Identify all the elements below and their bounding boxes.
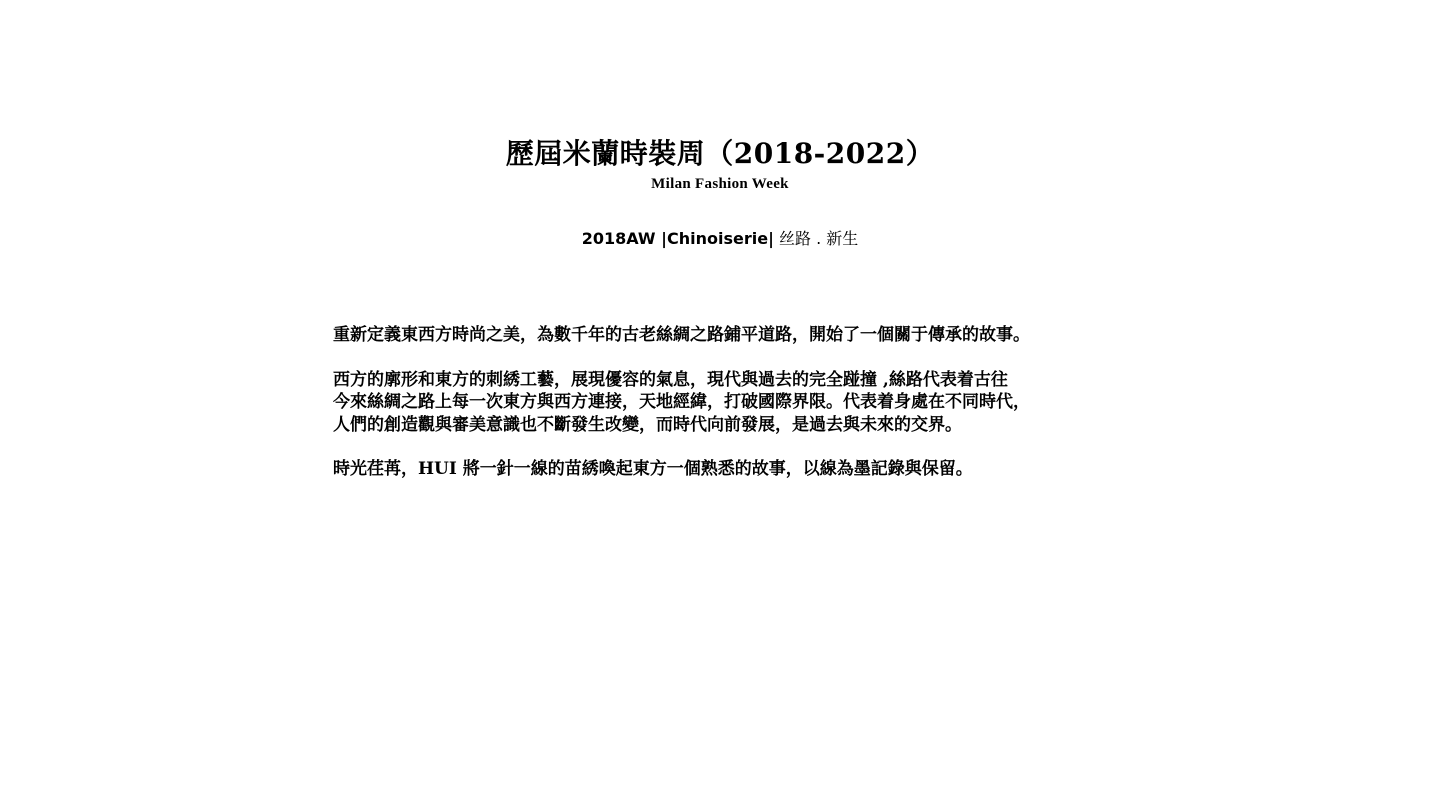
collection-code: 2018AW |Chinoiserie|	[581, 229, 774, 248]
page-subtitle: Milan Fashion Week	[651, 176, 789, 192]
paragraph-line: 今來絲綢之路上每一次東方與西方連接，天地經緯，打破國際界限。代表着身處在不同時代，	[333, 392, 1030, 412]
paragraph-line: 重新定義東西方時尚之美，為數千年的古老絲綢之路鋪平道路，開始了一個關于傳承的故事。	[333, 325, 1030, 345]
description-text	[333, 324, 1133, 503]
paragraph-line: 時光荏苒，HUI 將一針一線的苗綉喚起東方一個熟悉的故事，以線為墨記錄與保留。	[333, 459, 973, 479]
paragraph-1	[333, 324, 1133, 347]
page-header	[0, 136, 1440, 194]
paragraph-3	[333, 458, 1133, 481]
paragraph-2	[333, 369, 1133, 437]
paragraph-line: 人們的創造觀與審美意識也不斷發生改變，而時代向前發展，是過去與未來的交界。	[333, 414, 962, 435]
collection-heading	[0, 228, 1440, 250]
paragraph-line: 西方的廓形和東方的刺綉工藝，展現優容的氣息，現代與過去的完全踫撞 ,絲路代表着古往	[333, 369, 1008, 390]
collection-name: 丝路 . 新生	[773, 229, 859, 248]
page-title: 歷屆米蘭時裝周（2018-2022）	[505, 137, 935, 170]
